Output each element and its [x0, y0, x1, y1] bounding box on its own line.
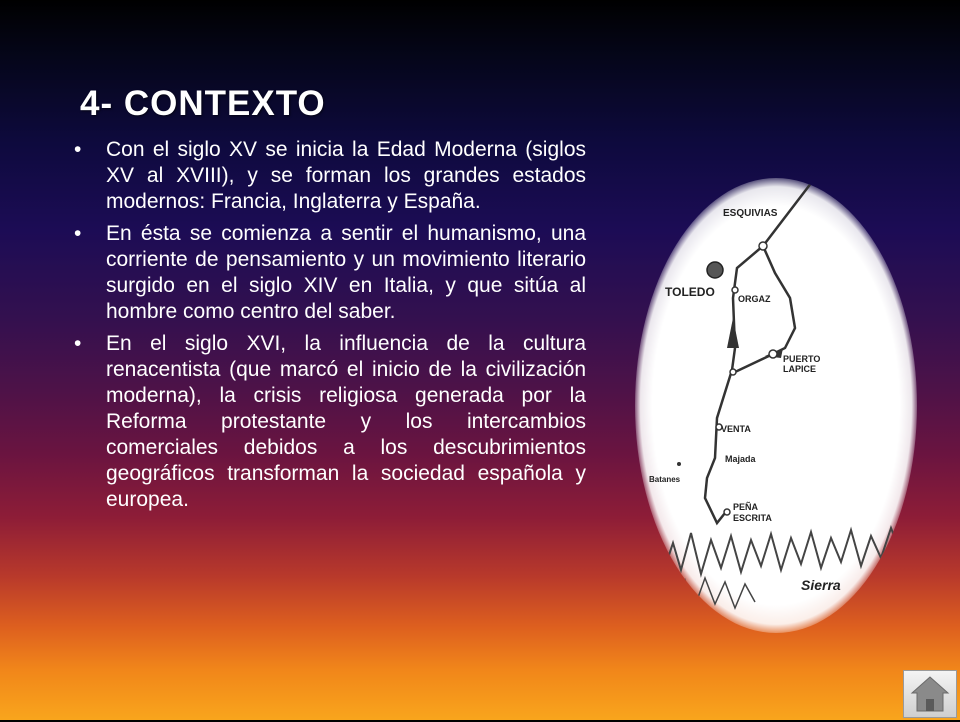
label-orgaz: ORGAZ — [738, 294, 771, 304]
bullet-text: Con el siglo XV se inicia la Edad Moderna (siglos XV al XVIII), y se forman los grandes estados modernos: Francia, Inglaterra y España. — [106, 138, 586, 213]
bullet-marker: • — [74, 138, 82, 161]
home-icon — [904, 671, 956, 717]
label-puerto: PUERTO — [783, 354, 821, 364]
toledo-marker — [707, 262, 723, 278]
label-esquivias: ESQUIVIAS — [723, 208, 778, 219]
label-lapice: LAPICE — [783, 364, 817, 374]
label-majada: Majada — [725, 454, 756, 464]
bullet-marker: • — [74, 332, 82, 355]
route-map — [635, 178, 917, 633]
home-nav-button[interactable] — [903, 670, 957, 718]
label-toledo: TOLEDO — [665, 285, 715, 299]
bullet-item — [74, 331, 586, 513]
label-escrita: ESCRITA — [733, 513, 772, 523]
label-pena: PEÑA — [733, 502, 759, 512]
bullet-text: En ésta se comienza a sentir el humanismo, una corriente de pensamiento y un movimiento literario surgido en el siglo XIV en Italia, y que sitúa al hombre como centro del saber. — [106, 222, 586, 323]
bullet-text: En el siglo XVI, la influencia de la cultura renacentista (que marcó el inicio de la civilización moderna), la crisis religiosa generada por la Reforma protestante y los intercambios comerciales debidos a los descubrimientos geográficos transforman la sociedad española y europea. — [106, 332, 586, 511]
label-batanes: Batanes — [649, 475, 681, 484]
arrow-north-icon — [727, 318, 739, 348]
town-marker — [730, 369, 736, 375]
town-marker — [759, 242, 767, 250]
route-line — [705, 178, 815, 523]
town-marker — [732, 287, 738, 293]
route-map-drawing — [635, 178, 917, 633]
label-sierra: Sierra — [801, 577, 841, 593]
town-marker — [769, 350, 777, 358]
label-venta: VENTA — [721, 424, 751, 434]
mountain-range — [645, 528, 901, 574]
town-marker — [677, 462, 681, 466]
bullet-marker: • — [74, 222, 82, 245]
bullet-list — [74, 137, 586, 519]
mountain-range-lower — [655, 576, 755, 608]
bullet-item — [74, 137, 586, 215]
slide-title: 4- CONTEXTO — [80, 84, 326, 123]
town-marker — [724, 509, 730, 515]
bullet-item — [74, 221, 586, 325]
